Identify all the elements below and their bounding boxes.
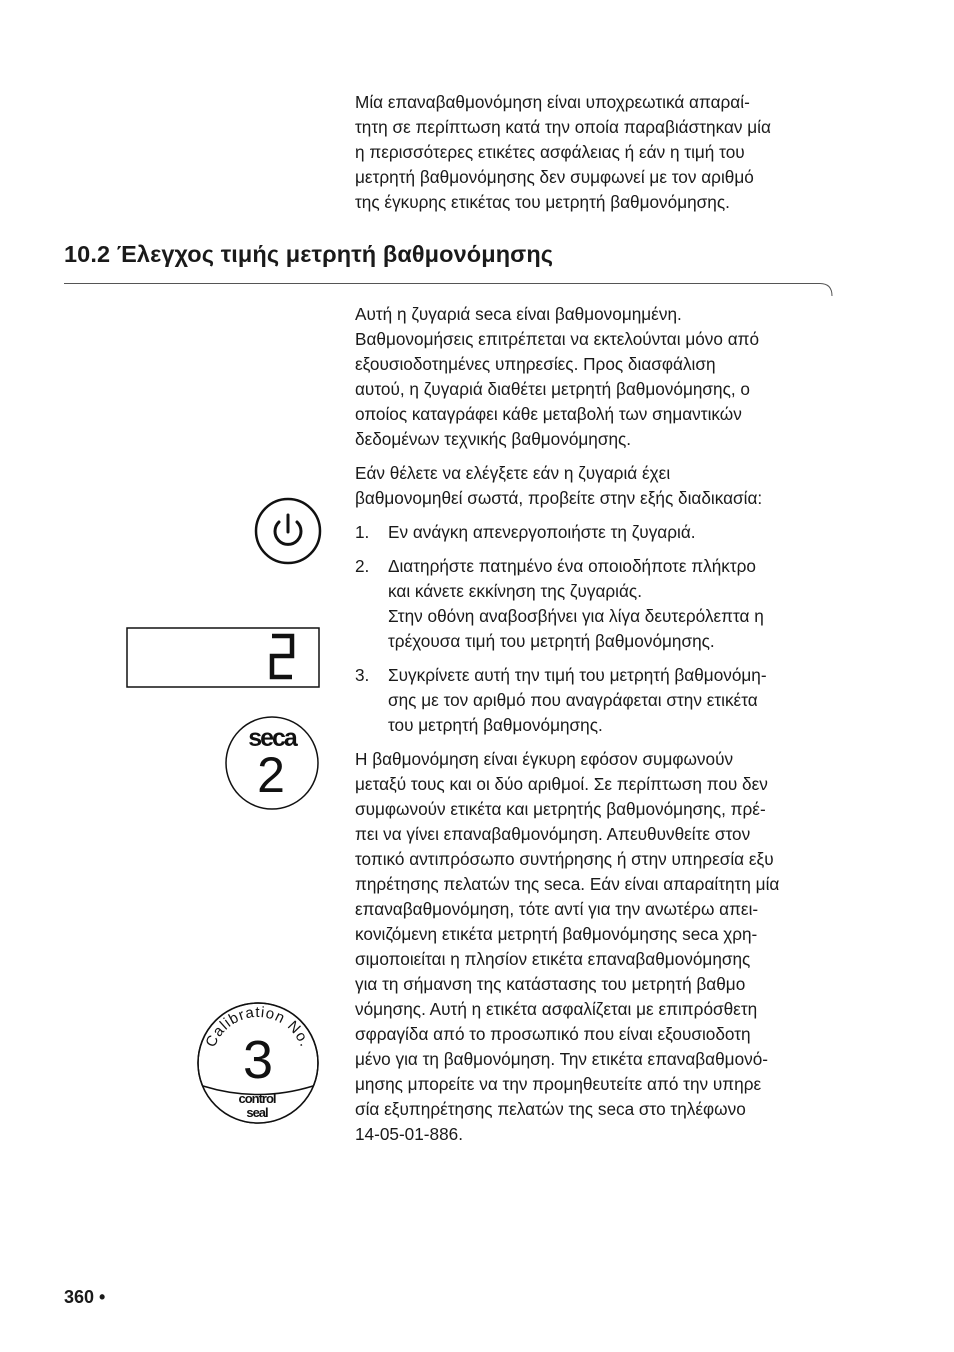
control-seal-line-2: seal bbox=[246, 1105, 268, 1120]
intro-line: της έγκυρης ετικέτας του μετρητή βαθμονόμησης. bbox=[355, 192, 730, 212]
body-line: Βαθμονομήσεις επιτρέπεται να εκτελούνται μόνο από bbox=[355, 329, 760, 349]
intro-line: μετρητή βαθμονόμησης δεν συμφωνεί με τον αριθμό bbox=[355, 167, 754, 187]
paragraph-procedure-intro bbox=[355, 461, 840, 511]
body-line: μεταξύ τους και οι δύο αριθμοί. Σε περίπτωση που δεν bbox=[355, 774, 768, 794]
body-line: εξουσιοδοτημένες υπηρεσίες. Προς διασφάλιση bbox=[355, 354, 716, 374]
body-line: σφραγίδα από το προσωπικό που είναι εξουσιοδοτη bbox=[355, 1024, 751, 1044]
page-number: 360 • bbox=[64, 1287, 106, 1307]
seca-label-number: 2 bbox=[257, 747, 285, 803]
step-number: 2. bbox=[355, 556, 370, 576]
power-button-figure bbox=[253, 496, 323, 566]
step-line: και κάνετε εκκίνηση της ζυγαριάς. bbox=[388, 581, 642, 601]
body-line: κονιζόμενη ετικέτα μετρητή βαθμονόμησης seca χρη- bbox=[355, 924, 758, 944]
step-item bbox=[355, 663, 840, 738]
step-item bbox=[355, 554, 840, 654]
body-line: πηρέτησης πελατών της seca. Εάν είναι απαραίτητη μία bbox=[355, 874, 780, 894]
step-line: του μετρητή βαθμονόμησης. bbox=[388, 715, 603, 735]
calibration-label-figure bbox=[195, 1000, 321, 1126]
body-line: βαθμονομηθεί σωστά, προβείτε στην εξής διαδικασία: bbox=[355, 488, 763, 508]
intro-line: τητη σε περίπτωση κατά την οποία παραβιάστηκαν μία bbox=[355, 117, 771, 137]
seca-brand-text: seca bbox=[248, 724, 296, 752]
paragraph-intro-scale bbox=[355, 302, 840, 452]
step-number: 3. bbox=[355, 665, 370, 685]
step-item bbox=[355, 520, 840, 545]
section-rule bbox=[64, 282, 836, 302]
intro-line: η περισσότερες ετικέτες ασφάλειας ή εάν η τιμή του bbox=[355, 142, 745, 162]
calibration-number: 3 bbox=[242, 1030, 274, 1090]
body-line: Η βαθμονόμηση είναι έγκυρη εφόσον συμφωνούν bbox=[355, 749, 734, 769]
body-line: δεδομένων τεχνικής βαθμονόμησης. bbox=[355, 429, 632, 449]
body-line: για τη σήμανση της κατάστασης του μετρητή βαθμο bbox=[355, 974, 746, 994]
intro-line: Μία επαναβαθμονόμηση είναι υποχρεωτικά απαραί- bbox=[355, 92, 750, 112]
body-line: σία εξυπηρέτησης πελατών της seca στο τηλέφωνο bbox=[355, 1099, 746, 1119]
step-number: 1. bbox=[355, 522, 370, 542]
procedure-steps bbox=[355, 520, 840, 738]
body-line: σιμοποιείται η πλησίον ετικέτα επαναβαθμονόμησης bbox=[355, 949, 751, 969]
section-heading: 10.2 Έλεγχος τιμής μετρητή βαθμονόμησης bbox=[64, 241, 554, 267]
body-line: 14-05-01-886. bbox=[355, 1124, 463, 1144]
body-line: νόμησης. Αυτή η ετικέτα ασφαλίζεται με επιπρόσθετη bbox=[355, 999, 758, 1019]
body-line: τοπικό αντιπρόσωπο συντήρησης ή στην υπηρεσία εξυ bbox=[355, 849, 774, 869]
body-line: μησης μπορείτε να την προμηθευτείτε από την υπηρε bbox=[355, 1074, 762, 1094]
step-line: σης με τον αριθμό που αναγράφεται στην ετικέτα bbox=[388, 690, 758, 710]
calibration-arc-text: Calibration No. bbox=[202, 1003, 314, 1050]
body-line: συμφωνούν ετικέτα και μετρητής βαθμονόμησης, πρέ- bbox=[355, 799, 766, 819]
body-line: μένο για τη βαθμονόμηση. Την ετικέτα επαναβαθμονό- bbox=[355, 1049, 769, 1069]
body-line: Εάν θέλετε να ελέγξετε εάν η ζυγαριά έχει bbox=[355, 463, 671, 483]
body-line: οποίος καταγράφει κάθε μεταβολή των σημαντικών bbox=[355, 404, 742, 424]
seca-label-figure bbox=[223, 714, 321, 812]
body-line: Αυτή η ζυγαριά seca είναι βαθμονομημένη. bbox=[355, 304, 682, 324]
step-line: Στην οθόνη αναβοσβήνει για λίγα δευτερόλεπτα η bbox=[388, 606, 764, 626]
step-line: Διατηρήστε πατημένο ένα οποιοδήποτε πλήκτρο bbox=[388, 556, 756, 576]
step-line: Συγκρίνετε αυτή την τιμή του μετρητή βαθμονόμη- bbox=[388, 665, 767, 685]
paragraph-validity bbox=[355, 747, 840, 1147]
step-line: Εν ανάγκη απενεργοποιήστε τη ζυγαριά. bbox=[388, 522, 696, 542]
body-line: αυτού, η ζυγαριά διαθέτει μετρητή βαθμονόμησης, ο bbox=[355, 379, 750, 399]
step-line: τρέχουσα τιμή του μετρητή βαθμονόμησης. bbox=[388, 631, 715, 651]
intro-paragraph bbox=[355, 90, 840, 215]
body-line: επαναβαθμονόμηση, τότε αντί για την ανωτέρω απει- bbox=[355, 899, 759, 919]
control-seal-line-1: control bbox=[238, 1091, 276, 1106]
display-figure bbox=[126, 627, 321, 689]
body-column bbox=[355, 302, 840, 1147]
body-line: πει να γίνει επαναβαθμονόμηση. Απευθυνθείτε στον bbox=[355, 824, 751, 844]
